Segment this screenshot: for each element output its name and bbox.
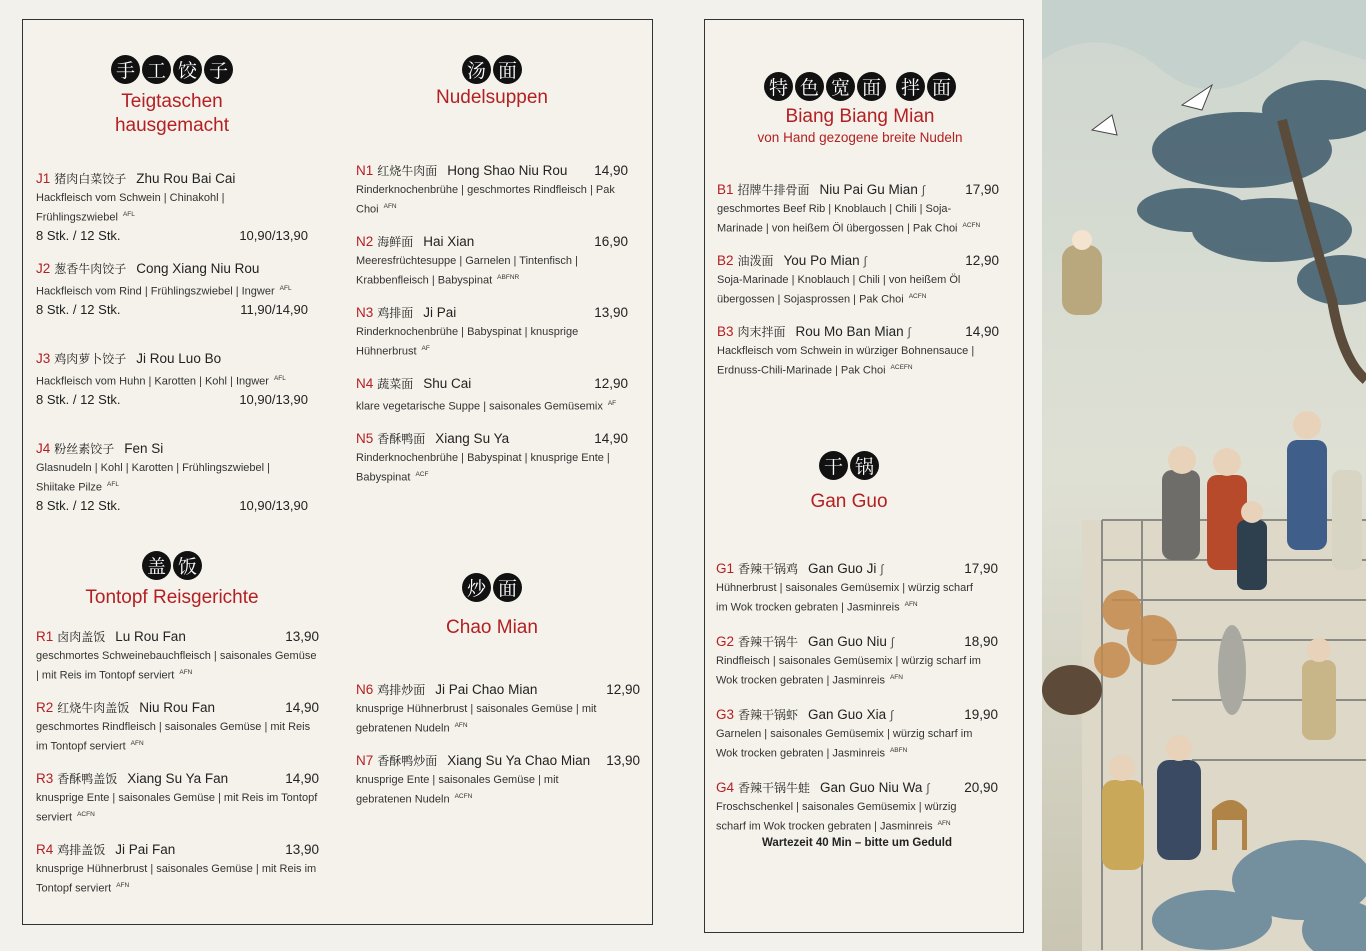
allergen-codes: AFN (116, 881, 130, 889)
item-name: Ji Pai (423, 305, 457, 320)
item-description: Hackfleisch vom Schwein in würziger Bohnensauce | Erdnuss-Chili-Marinade | Pak Choi (717, 345, 975, 377)
char-badge: 宽 (826, 72, 855, 101)
item-chinese-name: 粉丝素饺子 (54, 442, 115, 456)
char-badge: 色 (795, 72, 824, 101)
item-name: Gan Guo Niu ∫ (808, 634, 895, 649)
section-title-line2: hausgemacht (114, 115, 230, 136)
item-chinese-name: 肉末拌面 (737, 325, 786, 339)
item-name: Xiang Su Ya Fan (127, 771, 229, 786)
item-name: Hong Shao Niu Rou (447, 163, 568, 178)
item-name: Niu Rou Fan (139, 700, 216, 715)
item-chinese-name: 鸡排炒面 (377, 683, 426, 697)
item-chinese-name: 香辣干锅牛 (738, 635, 799, 649)
item-description: klare vegetarische Suppe | saisonales Gemüsemix (356, 400, 603, 413)
item-chinese-name: 红烧牛肉面 (377, 164, 438, 178)
item-code: G1 (716, 561, 735, 576)
item-description: Rinderknochenbrühe | Babyspinat | knusprige Ente | Babyspinat (356, 452, 610, 484)
item-description: Glasnudeln | Kohl | Karotten | Frühlingszwiebel | Shiitake Pilze (36, 462, 270, 494)
item-price: 14,90 (285, 700, 319, 715)
item-code: N2 (356, 234, 374, 249)
item-code: R1 (36, 629, 54, 644)
item-price: 19,90 (964, 707, 998, 722)
item-name: Rou Mo Ban Mian ∫ (795, 324, 911, 339)
soups-chinese-heading (356, 55, 628, 84)
allergen-codes: AFN (383, 202, 397, 210)
ganguo-chinese-heading (714, 451, 984, 480)
item-chinese-name: 葱香牛肉饺子 (54, 262, 127, 276)
item-code: J1 (36, 171, 51, 186)
menu-item (356, 375, 628, 415)
item-price: 14,90 (594, 431, 628, 446)
item-price: 20,90 (964, 780, 998, 795)
item-name: Niu Pai Gu Mian ∫ (819, 182, 926, 197)
menu-item (36, 841, 319, 897)
char-badge: 饭 (173, 551, 202, 580)
allergen-codes: ACFN (908, 292, 927, 300)
item-code: N7 (356, 753, 374, 768)
menu-item (36, 628, 319, 684)
item-chinese-name: 油泼面 (737, 254, 774, 268)
rice-chinese-heading (36, 551, 308, 580)
menu-item (356, 162, 628, 218)
menu-item (356, 233, 628, 289)
item-description: knusprige Hühnerbrust | saisonales Gemüse | mit Reis im Tontopf serviert (36, 863, 317, 895)
item-code: J2 (36, 261, 51, 276)
item-price: 12,90 (965, 253, 999, 268)
allergen-codes: AF (421, 344, 430, 352)
item-chinese-name: 鸡排面 (377, 306, 414, 320)
menu-item (356, 430, 628, 486)
item-description: Hühnerbrust | saisonales Gemüsemix | würzig scharf im Wok trocken gebraten | Jasminreis (716, 582, 973, 614)
item-description: knusprige Ente | saisonales Gemüse | mit Reis im Tontopf serviert (36, 792, 318, 824)
char-badge: 面 (927, 72, 956, 101)
item-name: Shu Cai (423, 376, 472, 391)
item-chinese-name: 香辣干锅鸡 (738, 562, 799, 576)
allergen-codes: AFN (904, 600, 918, 608)
item-price: 16,90 (594, 234, 628, 249)
item-price: 13,90 (285, 629, 319, 644)
char-badge: 特 (764, 72, 793, 101)
item-price: 18,90 (964, 634, 998, 649)
menu-item (717, 323, 999, 379)
char-badge: 子 (204, 55, 233, 84)
item-description: Soja-Marinade | Knoblauch | Chili | von heißem Öl übergossen | Sojasprossen | Pak Choi (717, 274, 961, 306)
allergen-codes: ACFN (962, 221, 981, 229)
item-price: 14,90 (965, 324, 999, 339)
item-code: B1 (717, 182, 734, 197)
allergen-codes: AFL (122, 210, 135, 218)
allergen-codes: AFN (454, 721, 468, 729)
item-price: 12,90 (606, 682, 640, 697)
menu-item (356, 752, 640, 808)
char-badge: 干 (819, 451, 848, 480)
item-name: Gan Guo Xia ∫ (808, 707, 894, 722)
item-price: 17,90 (964, 561, 998, 576)
menu-item (356, 681, 640, 737)
menu-item (716, 779, 998, 849)
allergen-codes: AFN (937, 819, 951, 827)
item-size: 8 Stk. / 12 Stk. (36, 227, 121, 243)
section-dumplings (36, 55, 308, 138)
menu-item (717, 181, 999, 237)
item-chinese-name: 卤肉盖饭 (57, 630, 106, 644)
item-price: 17,90 (965, 182, 999, 197)
item-description: Hackfleisch vom Huhn | Karotten | Kohl | Ingwer (36, 375, 269, 388)
item-name: Ji Pai Fan (115, 842, 176, 857)
item-price: 14,90 (594, 163, 628, 178)
section-rice (36, 551, 308, 610)
item-name: Gan Guo Niu Wa ∫ (820, 780, 930, 795)
item-code: J4 (36, 441, 51, 456)
item-description: knusprige Hühnerbrust | saisonales Gemüse | mit gebratenen Nudeln (356, 703, 597, 735)
chili-icon: ∫ (921, 183, 926, 197)
item-name: Ji Rou Luo Bo (136, 351, 222, 366)
allergen-codes: AFN (889, 673, 903, 681)
item-name: Gan Guo Ji ∫ (808, 561, 884, 576)
allergen-codes: ABFNR (497, 273, 520, 281)
section-title: Teigtaschen (121, 91, 223, 112)
item-description: geschmortes Rindfleisch | saisonales Gemüse | mit Reis im Tontopf serviert (36, 721, 311, 753)
menu-item (36, 260, 308, 317)
allergen-codes: ABFN (889, 746, 908, 754)
menu-item (716, 706, 998, 762)
item-code: R3 (36, 771, 54, 786)
char-badge: 手 (111, 55, 140, 84)
section-title: Chao Mian (446, 617, 538, 638)
item-name: Fen Si (124, 441, 164, 456)
item-code: G3 (716, 707, 735, 722)
allergen-codes: AFN (130, 739, 144, 747)
item-description: Hackfleisch vom Rind | Frühlingszwiebel | Ingwer (36, 285, 275, 298)
item-code: R2 (36, 700, 54, 715)
section-biang-biang (714, 72, 1006, 145)
item-name: Xiang Su Ya (435, 431, 510, 446)
section-title: Nudelsuppen (436, 87, 548, 108)
chili-icon: ∫ (926, 781, 930, 795)
item-chinese-name: 香辣干锅牛蛙 (738, 781, 811, 795)
menu-item (716, 633, 998, 689)
char-badge: 面 (493, 573, 522, 602)
item-code: J3 (36, 351, 51, 366)
item-chinese-name: 鸡肉萝卜饺子 (54, 352, 127, 366)
item-code: B2 (717, 253, 734, 268)
item-chinese-name: 海鲜面 (377, 235, 414, 249)
item-description: Froschschenkel | saisonales Gemüsemix | würzig scharf im Wok trocken gebraten | Jasminreis (716, 801, 957, 833)
char-badge: 锅 (850, 451, 879, 480)
item-name: Zhu Rou Bai Cai (136, 171, 236, 186)
item-size: 8 Stk. / 12 Stk. (36, 392, 121, 408)
char-badge: 面 (493, 55, 522, 84)
chili-icon: ∫ (890, 635, 895, 649)
chili-icon: ∫ (863, 254, 867, 268)
char-badge: 盖 (142, 551, 171, 580)
char-badge: 面 (857, 72, 886, 101)
menu-item (36, 350, 308, 407)
allergen-codes: ACFN (77, 810, 95, 818)
item-chinese-name: 香酥鸭盖饭 (57, 772, 118, 786)
allergen-codes: AFL (107, 480, 119, 488)
item-price: 13,90 (285, 842, 319, 857)
menu-item (36, 170, 308, 243)
item-code: R4 (36, 842, 54, 857)
allergen-codes: ACEFN (890, 363, 913, 371)
menu-item (36, 770, 319, 826)
char-badge: 炒 (462, 573, 491, 602)
item-code: N1 (356, 163, 374, 178)
item-code: G4 (716, 780, 735, 795)
section-gan-guo (714, 451, 984, 514)
item-description: Rinderknochenbrühe | Babyspinat | knusprige Hühnerbrust (356, 326, 579, 358)
item-price: 10,90/13,90 (239, 392, 308, 408)
section-title: Gan Guo (810, 491, 888, 512)
item-code: B3 (717, 324, 734, 339)
item-description: Rinderknochenbrühe | geschmortes Rindfleisch | Pak Choi (356, 184, 615, 216)
item-description: Hackfleisch vom Schwein | Chinakohl | Frühlingszwiebel (36, 192, 225, 224)
item-chinese-name: 鸡排盖饭 (57, 843, 106, 857)
item-name: Lu Rou Fan (115, 629, 186, 644)
item-description: Rindfleisch | saisonales Gemüsemix | würzig scharf im Wok trocken gebraten | Jasminreis (716, 655, 981, 687)
chao-chinese-heading (356, 573, 628, 602)
item-description: geschmortes Beef Rib | Knoblauch | Chili | Soja-Marinade | von heißem Öl übergossen | Pak Choi (717, 203, 958, 235)
allergen-codes: ACF (415, 470, 429, 478)
item-name: Ji Pai Chao Mian (435, 682, 538, 697)
chili-icon: ∫ (907, 325, 911, 339)
menu-item (717, 252, 999, 308)
item-name: Hai Xian (423, 234, 475, 249)
char-badge: 工 (142, 55, 171, 84)
item-chinese-name: 蔬菜面 (377, 377, 414, 391)
item-size: 8 Stk. / 12 Stk. (36, 497, 121, 513)
chili-icon: ∫ (880, 562, 884, 576)
allergen-codes: ACFN (454, 792, 473, 800)
item-chinese-name: 招牌牛排骨面 (737, 183, 810, 197)
item-name: You Po Mian ∫ (783, 253, 867, 268)
item-code: G2 (716, 634, 735, 649)
item-description: knusprige Ente | saisonales Gemüse | mit gebratenen Nudeln (356, 774, 559, 806)
allergen-codes: AFL (279, 285, 292, 292)
menu-item (716, 560, 998, 616)
menu-item (36, 440, 308, 513)
chinese-painting-image (1042, 0, 1366, 951)
item-chinese-name: 香酥鸭面 (377, 432, 426, 446)
char-badge: 汤 (462, 55, 491, 84)
item-name: Xiang Su Ya Chao Mian (447, 753, 591, 768)
item-code: N3 (356, 305, 374, 320)
item-price: 11,90/14,90 (240, 302, 308, 318)
allergen-codes: AFL (273, 375, 286, 382)
item-description: Garnelen | saisonales Gemüsemix | würzig scharf im Wok trocken gebraten | Jasminreis (716, 728, 973, 760)
section-noodle-soups (356, 55, 628, 110)
section-subtitle: von Hand gezogene breite Nudeln (757, 130, 963, 145)
item-code: N5 (356, 431, 374, 446)
painting-illustration (1042, 0, 1366, 951)
item-code: N6 (356, 682, 374, 697)
item-price: 13,90 (594, 305, 628, 320)
item-description: geschmortes Schweinebauchfleisch | saisonales Gemüse | mit Reis im Tontopf serviert (36, 650, 317, 682)
char-badge: 饺 (173, 55, 202, 84)
waiting-time-note: Wartezeit 40 Min – bitte um Geduld (762, 836, 952, 849)
menu-item (36, 699, 319, 755)
item-price: 14,90 (285, 771, 319, 786)
item-chinese-name: 猪肉白菜饺子 (54, 172, 127, 186)
section-title: Biang Biang Mian (785, 106, 935, 127)
allergen-codes: AFN (179, 668, 193, 676)
item-price: 12,90 (594, 376, 628, 391)
item-price: 10,90/13,90 (239, 497, 308, 513)
item-chinese-name: 红烧牛肉盖饭 (57, 701, 130, 715)
section-chao-mian (356, 573, 628, 640)
item-chinese-name: 香酥鸭炒面 (377, 754, 438, 768)
item-description: Meeresfrüchtesuppe | Garnelen | Tintenfisch | Krabbenfleisch | Babyspinat (356, 255, 578, 287)
menu-item (356, 304, 628, 360)
dumplings-chinese-heading (36, 55, 308, 84)
section-title: Tontopf Reisgerichte (85, 587, 259, 608)
item-code: N4 (356, 376, 374, 391)
item-name: Cong Xiang Niu Rou (136, 261, 260, 276)
item-size: 8 Stk. / 12 Stk. (36, 302, 121, 318)
char-badge: 拌 (896, 72, 925, 101)
biang-chinese-heading (714, 72, 1006, 101)
chili-icon: ∫ (890, 708, 894, 722)
item-price: 10,90/13,90 (239, 227, 308, 243)
item-price: 13,90 (606, 753, 640, 768)
item-chinese-name: 香辣干锅虾 (738, 708, 799, 722)
allergen-codes: AF (607, 400, 617, 407)
